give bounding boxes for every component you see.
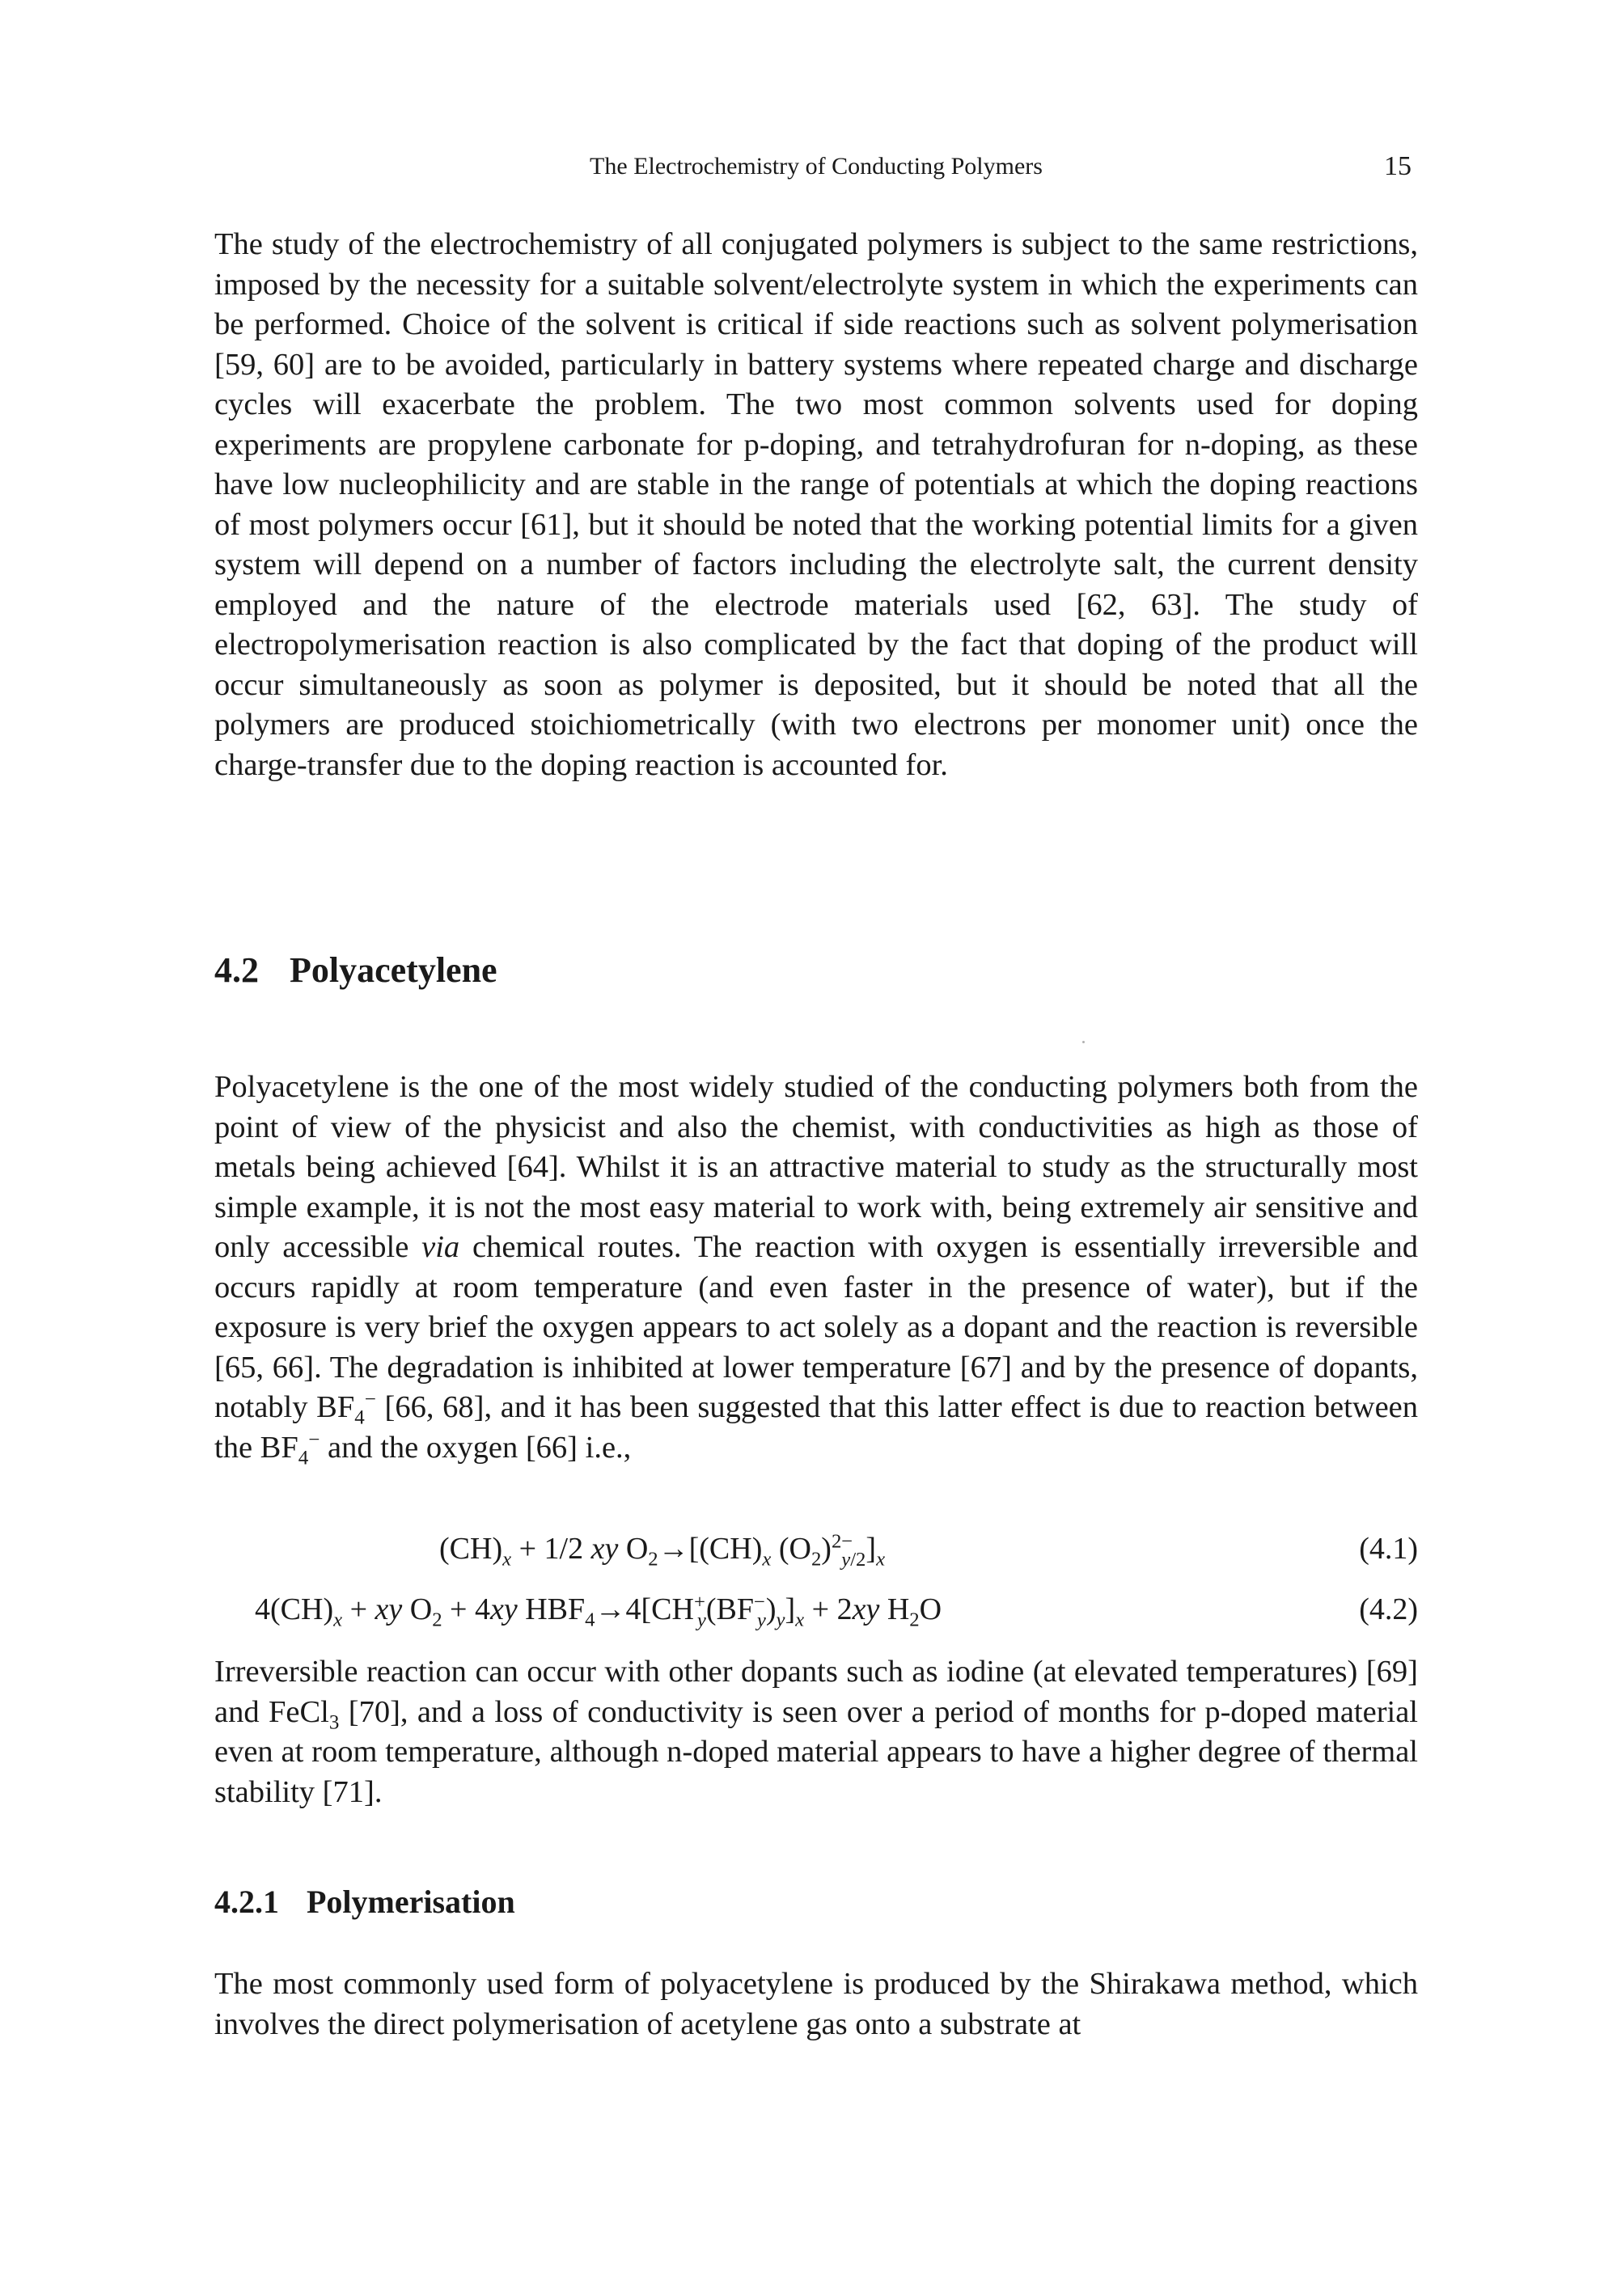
paragraph-irreversible	[214, 1652, 1418, 1812]
formula-bf4: $_4$−	[298, 1428, 320, 1469]
paragraph-text: [70], and a loss of conductivity is seen over a period of months for p-doped material even at room temperature, although n-doped material appears to have a higher degree of thermal stability [71].	[214, 1694, 1418, 1809]
subsection-number: 4.2.1	[214, 1884, 279, 1920]
section-title: Polyacetylene	[290, 950, 497, 990]
paragraph-polymerisation: The most commonly used form of polyacetylene is produced by the Shirakawa method, which involves the direct polymerisation of acetylene gas onto a substrate at	[214, 1967, 1418, 2041]
paragraph-intro: The study of the electrochemistry of all conjugated polymers is subject to the same restrictions, imposed by the necessity for a suitable solvent/electrolyte system in which the experiments can be performed. Choice of the solvent is critical if side reactions such as solvent polymerisation [59, 60] are to be avoided, particularly in battery systems where repeated charge and discharge cycles will exacerbate the problem. The two most common solvents used for doping experiments are propylene carbonate for p-doping, and tetrahydrofuran for n-doping, as these have low nucleophilicity and are stable in the range of potentials at which the doping reactions of most polymers occur [61], but it should be noted that the working potential limits for a given system will depend on a number of factors including the electrolyte salt, the current density employed and the nature of the electrode materials used [62, 63]. The study of electropolymerisation reaction is also complicated by the fact that doping of the product will occur simultaneously as soon as polymer is deposited, but it should be noted that all the polymers are produced stoichiometrically (with two electrons per monomer unit) once the charge-transfer due to the doping reaction is accounted for.	[214, 227, 1418, 782]
scan-speck	[1082, 1041, 1085, 1043]
paragraph-text: Irreversible reaction can occur with other dopants such as iodine (at elevated temperatures) [69] and FeCl	[214, 1655, 1418, 1729]
section-number: 4.2	[214, 950, 259, 990]
equation-number: (4.1)	[1359, 1532, 1418, 1566]
section-heading	[214, 948, 497, 993]
formula-bf4: $_4$−	[354, 1389, 376, 1429]
paragraph-text: Polyacetylene is the one of the most widely studied of the conducting polymers both from the point of view of the physicist and also the chemist, with conductivities as high as those of metals being achieved [64]. Whilst it is an attractive material to study as the structurally most simple example, it is not the most easy material to work with, being extremely air sensitive and only accessible	[214, 1070, 1418, 1264]
subsection-heading	[214, 1881, 515, 1923]
paragraph-text: chemical routes. The reaction with oxygen is essentially irreversible and occurs rapidly at room temperature (and even faster in the presence of water), but if the exposure is very brief the oxygen appears to act solely as a dopant and the reaction is reversible [65, 66]. The degradation is inhibited at lower temperature [67] and by the presence of dopants, notably BF	[214, 1230, 1418, 1424]
equation-body: $(CH)_x + 1/2$ xy $O_2\to[(CH)_x$ $(O_2)^{2-}_{y/2}]_x$	[439, 1530, 886, 1571]
page-header	[214, 150, 1418, 191]
subsection-title: Polymerisation	[307, 1884, 515, 1920]
paragraph-polyacetylene	[214, 1068, 1418, 1468]
paragraph-text: and the oxygen [66] i.e.,	[320, 1430, 632, 1465]
equation-body: $4(CH)_x$ + xy $O_2 + 4xy$ $HBF_4\to 4[CH^+_y(BF^-_y)_y]_x + 2xy$ $H_2O$	[255, 1591, 942, 1631]
formula-subscript: 3	[328, 1711, 340, 1734]
equation-4-2	[214, 1589, 1418, 1630]
equation-4-1	[214, 1529, 1418, 1569]
equation-number: (4.2)	[1359, 1592, 1418, 1626]
paragraph-text: [66, 68], and it has been suggested that this latter effect is due to reaction between the BF	[214, 1390, 1419, 1465]
page-number: 15	[1384, 151, 1411, 181]
running-title: The Electrochemistry of Conducting Polymers	[590, 153, 1043, 180]
emphasis-via: via	[421, 1230, 460, 1264]
